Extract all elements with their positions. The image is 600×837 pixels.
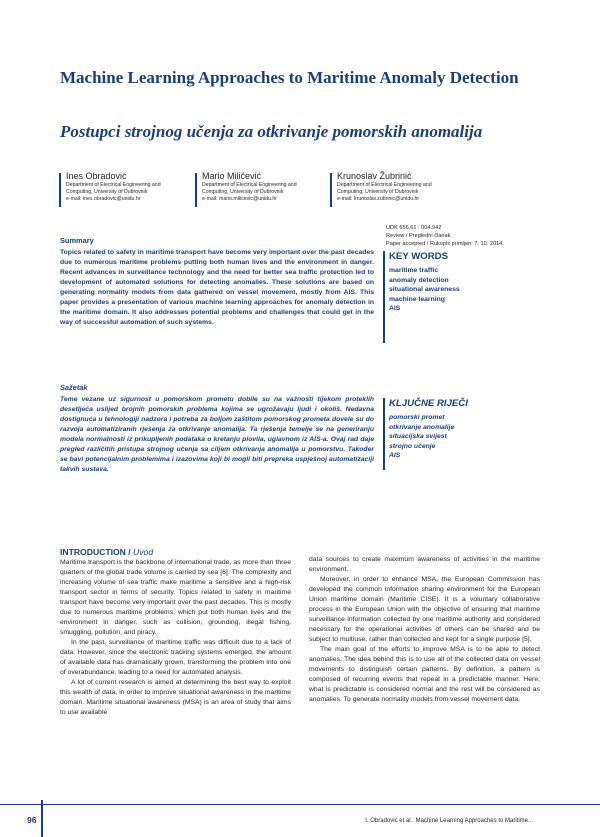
paragraph: The main goal of the efforts to improve MSA is to be able to detect anomalies. The idea behind this is to use all of the collected data on vessel movements to distinguish certain patterns. By definition, a pattern is composed of recurring events that repeat in a predictable manner. Here, what is predictable is considered normal and the rest will be considered as anomalies. To generate normality models from vessel movement data, — [309, 646, 540, 703]
author-name: Ines Obradović — [66, 171, 127, 181]
paragraph: In the past, surveillance of maritime traffic was difficult due to a lack of data. However, since the electronic tracking systems emerged, the amount of available data has dramatically grown, transforming the problem into one of overabundance, leading to a need for automated analysis. — [60, 639, 291, 676]
author-email[interactable]: e-mail: krunoslav.zubrinic@unidu.hr — [337, 196, 420, 202]
paper-title-croatian: Postupci strojnog učenja za otkrivanje pomorskih anomalija — [60, 122, 483, 141]
page-number-bar — [41, 800, 43, 837]
introduction-heading-hr: Uvod — [133, 547, 154, 557]
author-rule — [59, 173, 61, 207]
author-affiliation: Computing, University of Dubrovnik — [66, 189, 148, 195]
keywords-list — [389, 266, 460, 314]
author-email[interactable]: e-mail: ines.obradovic@unidu.hr — [66, 196, 141, 202]
keyword: anomaly detection — [389, 276, 449, 284]
intro-column-right — [309, 555, 540, 705]
paragraph: Maritime transport is the backbone of international trade, as more than three quarters of the global trade volume is carried by sea [6]. The complexity and increasing volume of sea traffic make maritime a sensitive and a high-risk transport sector in terms of security. Topics related to safety in maritime transport have become very important over the past decades. This is mostly due to numerous maritime problems, which put both human lives and the environment in danger, such as collision, grounding, illegal fishing, smuggling, pollution, and piracy. — [60, 559, 291, 636]
introduction-heading — [60, 547, 153, 557]
author-rule — [330, 173, 332, 207]
article-type: Review / Pregledni članak — [386, 233, 451, 239]
keyword: otkrivanje anomalije — [389, 423, 455, 431]
author-block — [63, 171, 206, 203]
keyword: maritime traffic — [389, 267, 439, 274]
keywords-bar — [383, 251, 385, 343]
keyword: situacijska svijest — [389, 433, 447, 440]
author-affiliation: Department of Electrical Engineering and — [202, 182, 297, 188]
summary-text: Topics related to safety in maritime transport have become very important over the past decades due to numerous maritime problems putting both human lives and the environment in danger. Recent advances in surveillance technology and the need for better sea traffic protection led to development of automated solutions for detecting anomalies. These solutions are based on generating normality models from data gathered on vessel movement, mostly from AIS. This paper provides a presentation of various machine learning approaches for anomaly detection in the maritime domain. It also addresses potential problems and challenges that could get in the way of successful automation of such systems. — [60, 249, 374, 326]
keyword: situational awareness — [389, 286, 460, 293]
paragraph: data sources to create maximum awareness of activities in the maritime environment. — [309, 556, 540, 573]
author-affiliation: Computing, University of Dubrovnik — [337, 189, 419, 195]
running-footer: I. Obradović et al.: Machine Learning Approaches to Maritime... — [365, 818, 533, 824]
introduction-heading-en: INTRODUCTION / — [60, 547, 131, 557]
keywords-list — [389, 413, 454, 461]
article-metadata — [386, 224, 504, 248]
keyword: pomorski promet — [389, 414, 445, 421]
keyword: machine learning — [389, 295, 445, 303]
author-affiliation: Department of Electrical Engineering and — [337, 182, 432, 188]
keyword: AIS — [389, 305, 401, 312]
intro-column-left — [60, 558, 291, 718]
footer-divider — [0, 804, 600, 805]
keyword: strojno učenje — [389, 442, 436, 450]
author-block — [334, 171, 477, 203]
paragraph: A lot of current research is aimed at determining the best way to exploit this wealth of data, in order to improve situational awareness in the maritime domain. Maritime situational awareness (MSA) is an area of study that aims to use available — [60, 679, 291, 716]
author-rule — [195, 173, 197, 207]
author-affiliation: Department of Electrical Engineering and — [66, 182, 161, 188]
author-name: Mario Miličević — [202, 171, 262, 181]
summary-heading: Summary — [60, 236, 94, 245]
keywords-title: KLJUČNE RIJEČI — [389, 398, 468, 409]
paper-title-english: Machine Learning Approaches to Maritime Anomaly Detection — [60, 68, 519, 87]
sazetak-heading: Sažetak — [60, 383, 88, 392]
sazetak-text: Teme vezane uz sigurnost u pomorskom prometu dobile su na važnosti tijekom proteklih desetljeća uslijed brojnih pomorskih problema kojima se ugrožavaju ljudi i okoliš. Nedavna dostignuća u tehnologiji nadzora i potreba za boljom zaštitom pomorskog prometa dovele su do razvoja automatiziranih rješenja za otkrivanje anomalija. Ta rješenja temelje se na generiranju modela normalnosti iz prikupljenih podataka o kretanju plovila, uglavnom iz AIS-a. Ovaj rad daje pregled različitih pristupa strojnog učenja sa ciljem otkrivanja anomalija u pomorstvu. Također se bavi potencijalnim problemima i izazovima koji bi mogli biti prepreka uspješnoj automatizaciji takvih sustava. — [60, 396, 374, 473]
keywords-bar — [383, 398, 385, 470]
keyword: AIS — [389, 452, 401, 459]
udk-code: UDK 656.61 : 004.942 — [386, 225, 442, 231]
keywords-title: KEY WORDS — [389, 251, 448, 262]
paragraph: Moreover, in order to enhance MSA, the European Commission has developed the common information sharing environment for the European Union maritime domain (Maritime CISE). It is a voluntary collaborative process in the European Union with the objective of ensuring that maritime surveillance information collected by one maritime authority and considered necessary for the operational activities of others can be shared and be subject to multiuse, rather than collected and kept for a single purpose [5]. — [309, 576, 540, 643]
author-block — [199, 171, 342, 203]
author-email[interactable]: e-mail: mario.milicevic@unidu.hr — [202, 196, 278, 202]
author-name: Krunoslav Žubrinić — [337, 171, 412, 181]
page-number: 96 — [27, 815, 37, 825]
accepted-date: Paper accepted / Rukopis primljen: 7. 10. 2014. — [386, 241, 504, 247]
author-affiliation: Computing, University of Dubrovnik — [202, 189, 284, 195]
